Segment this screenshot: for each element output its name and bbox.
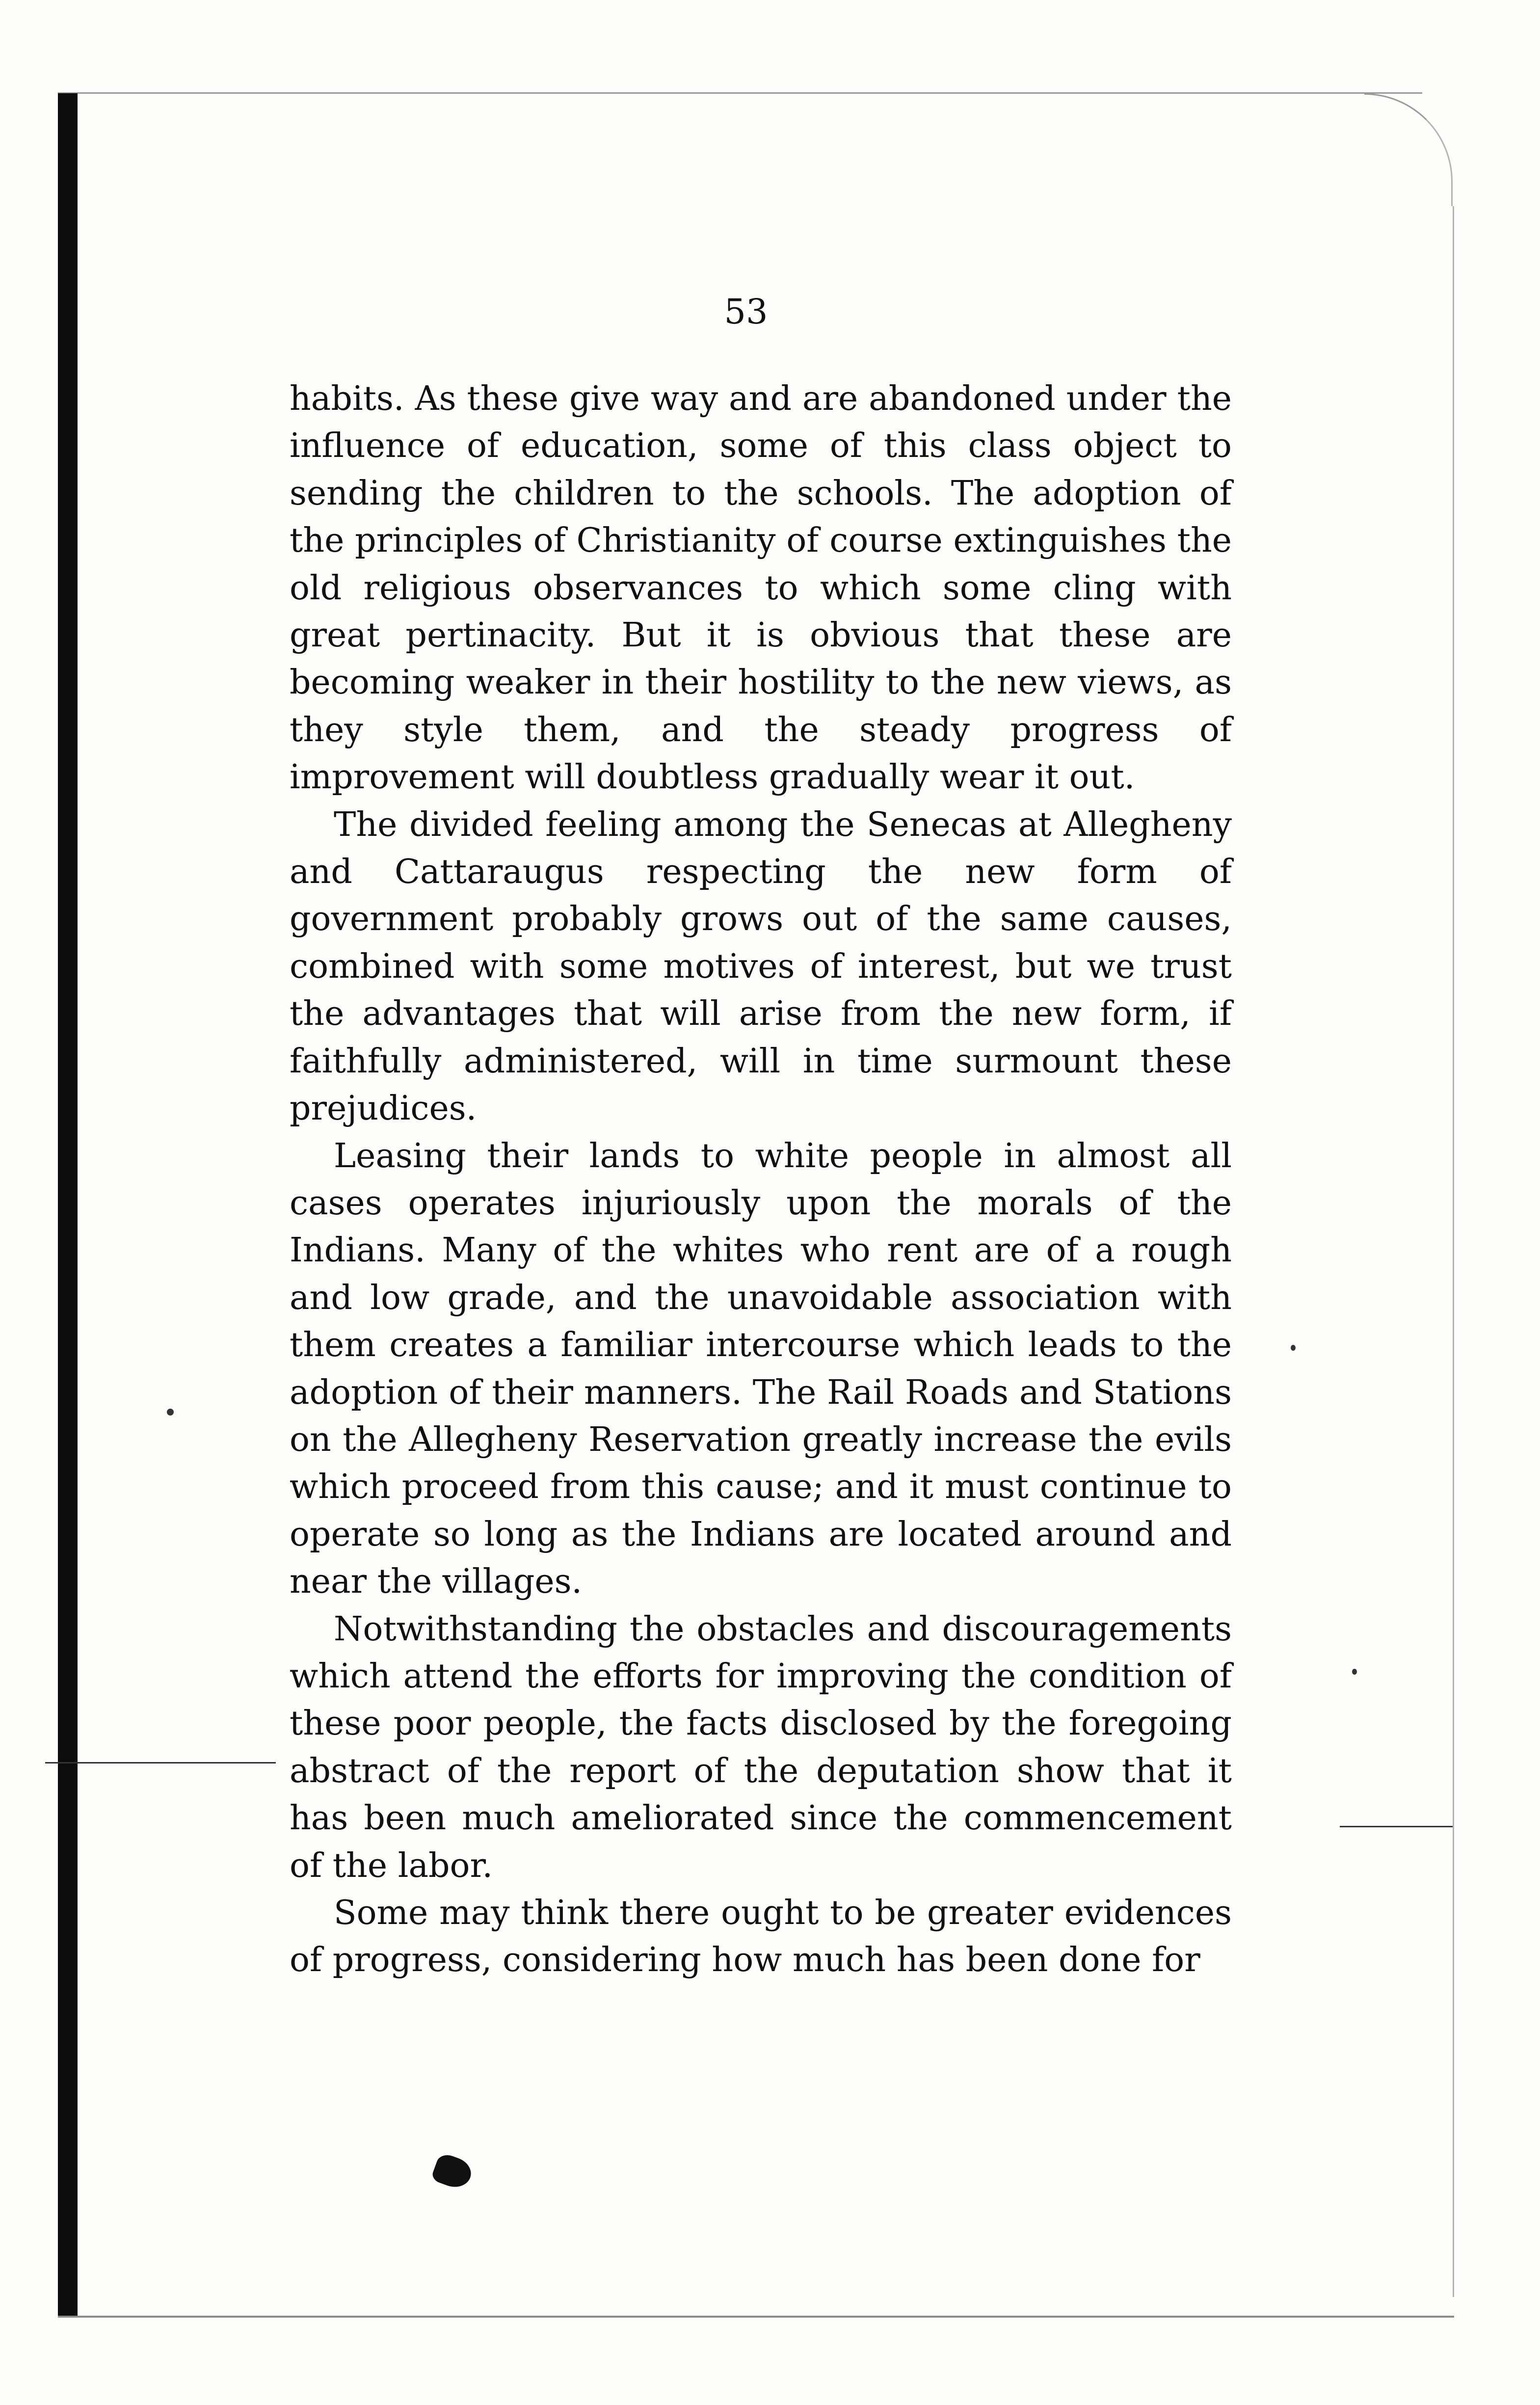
margin-mark (45, 1762, 276, 1764)
page-corner-edge (1364, 93, 1453, 206)
body-text (290, 375, 1232, 1984)
page-right-edge (1453, 206, 1454, 2297)
margin-mark (1340, 1826, 1453, 1827)
paragraph: Some may think there ought to be greater evidences of progress, considering how much has been done for (290, 1894, 1232, 1980)
page-top-edge (58, 92, 1422, 94)
margin-mark (1352, 1669, 1357, 1675)
page-bottom-edge (58, 2316, 1454, 2318)
paragraph: Leasing their lands to white people in almost all cases operates injuriously upon the morals of the Indians. Many of the whites who rent are of a rough and low grade, and the unavoidable association with them creates a familiar intercourse which leads to the adoption of their manners. The Rail Roads and Stations on the Allegheny Reservation greatly increase the evils which proceed from this cause; and it must continue to operate so long as the Indians are located around and near the villages. (290, 1136, 1232, 1602)
paragraph: Notwithstanding the obstacles and discouragements which attend the efforts for improving the condition of these poor people, the facts disclosed by the foregoing abstract of the report of the deputation show that it has been much ameliorated since the commencement of the labor. (290, 1609, 1232, 1885)
page-number: 53 (724, 292, 768, 332)
paragraph: The divided feeling among the Senecas at Allegheny and Cattaraugus respecting the new form of government probably grows out of the same causes, combined with some motives of interest, but we trust the advantages that will arise from the new form, if faithfully administered, will in time surmount these prejudices. (290, 805, 1232, 1128)
ink-blot (430, 2152, 475, 2192)
margin-mark (1291, 1345, 1296, 1351)
paragraph: habits. As these give way and are abandoned under the influence of education, some of this class object to sending the children to the schools. The adoption of the principles of Christianity of course extinguishes the old religious observances to which some cling with great pertinacity. But it is obvious that these are becoming weaker in their hostility to the new views, as they style them, and the steady progress of improvement will doubtless gradually wear it out. (290, 379, 1232, 797)
margin-mark (167, 1409, 174, 1416)
binding-edge (58, 93, 78, 2317)
